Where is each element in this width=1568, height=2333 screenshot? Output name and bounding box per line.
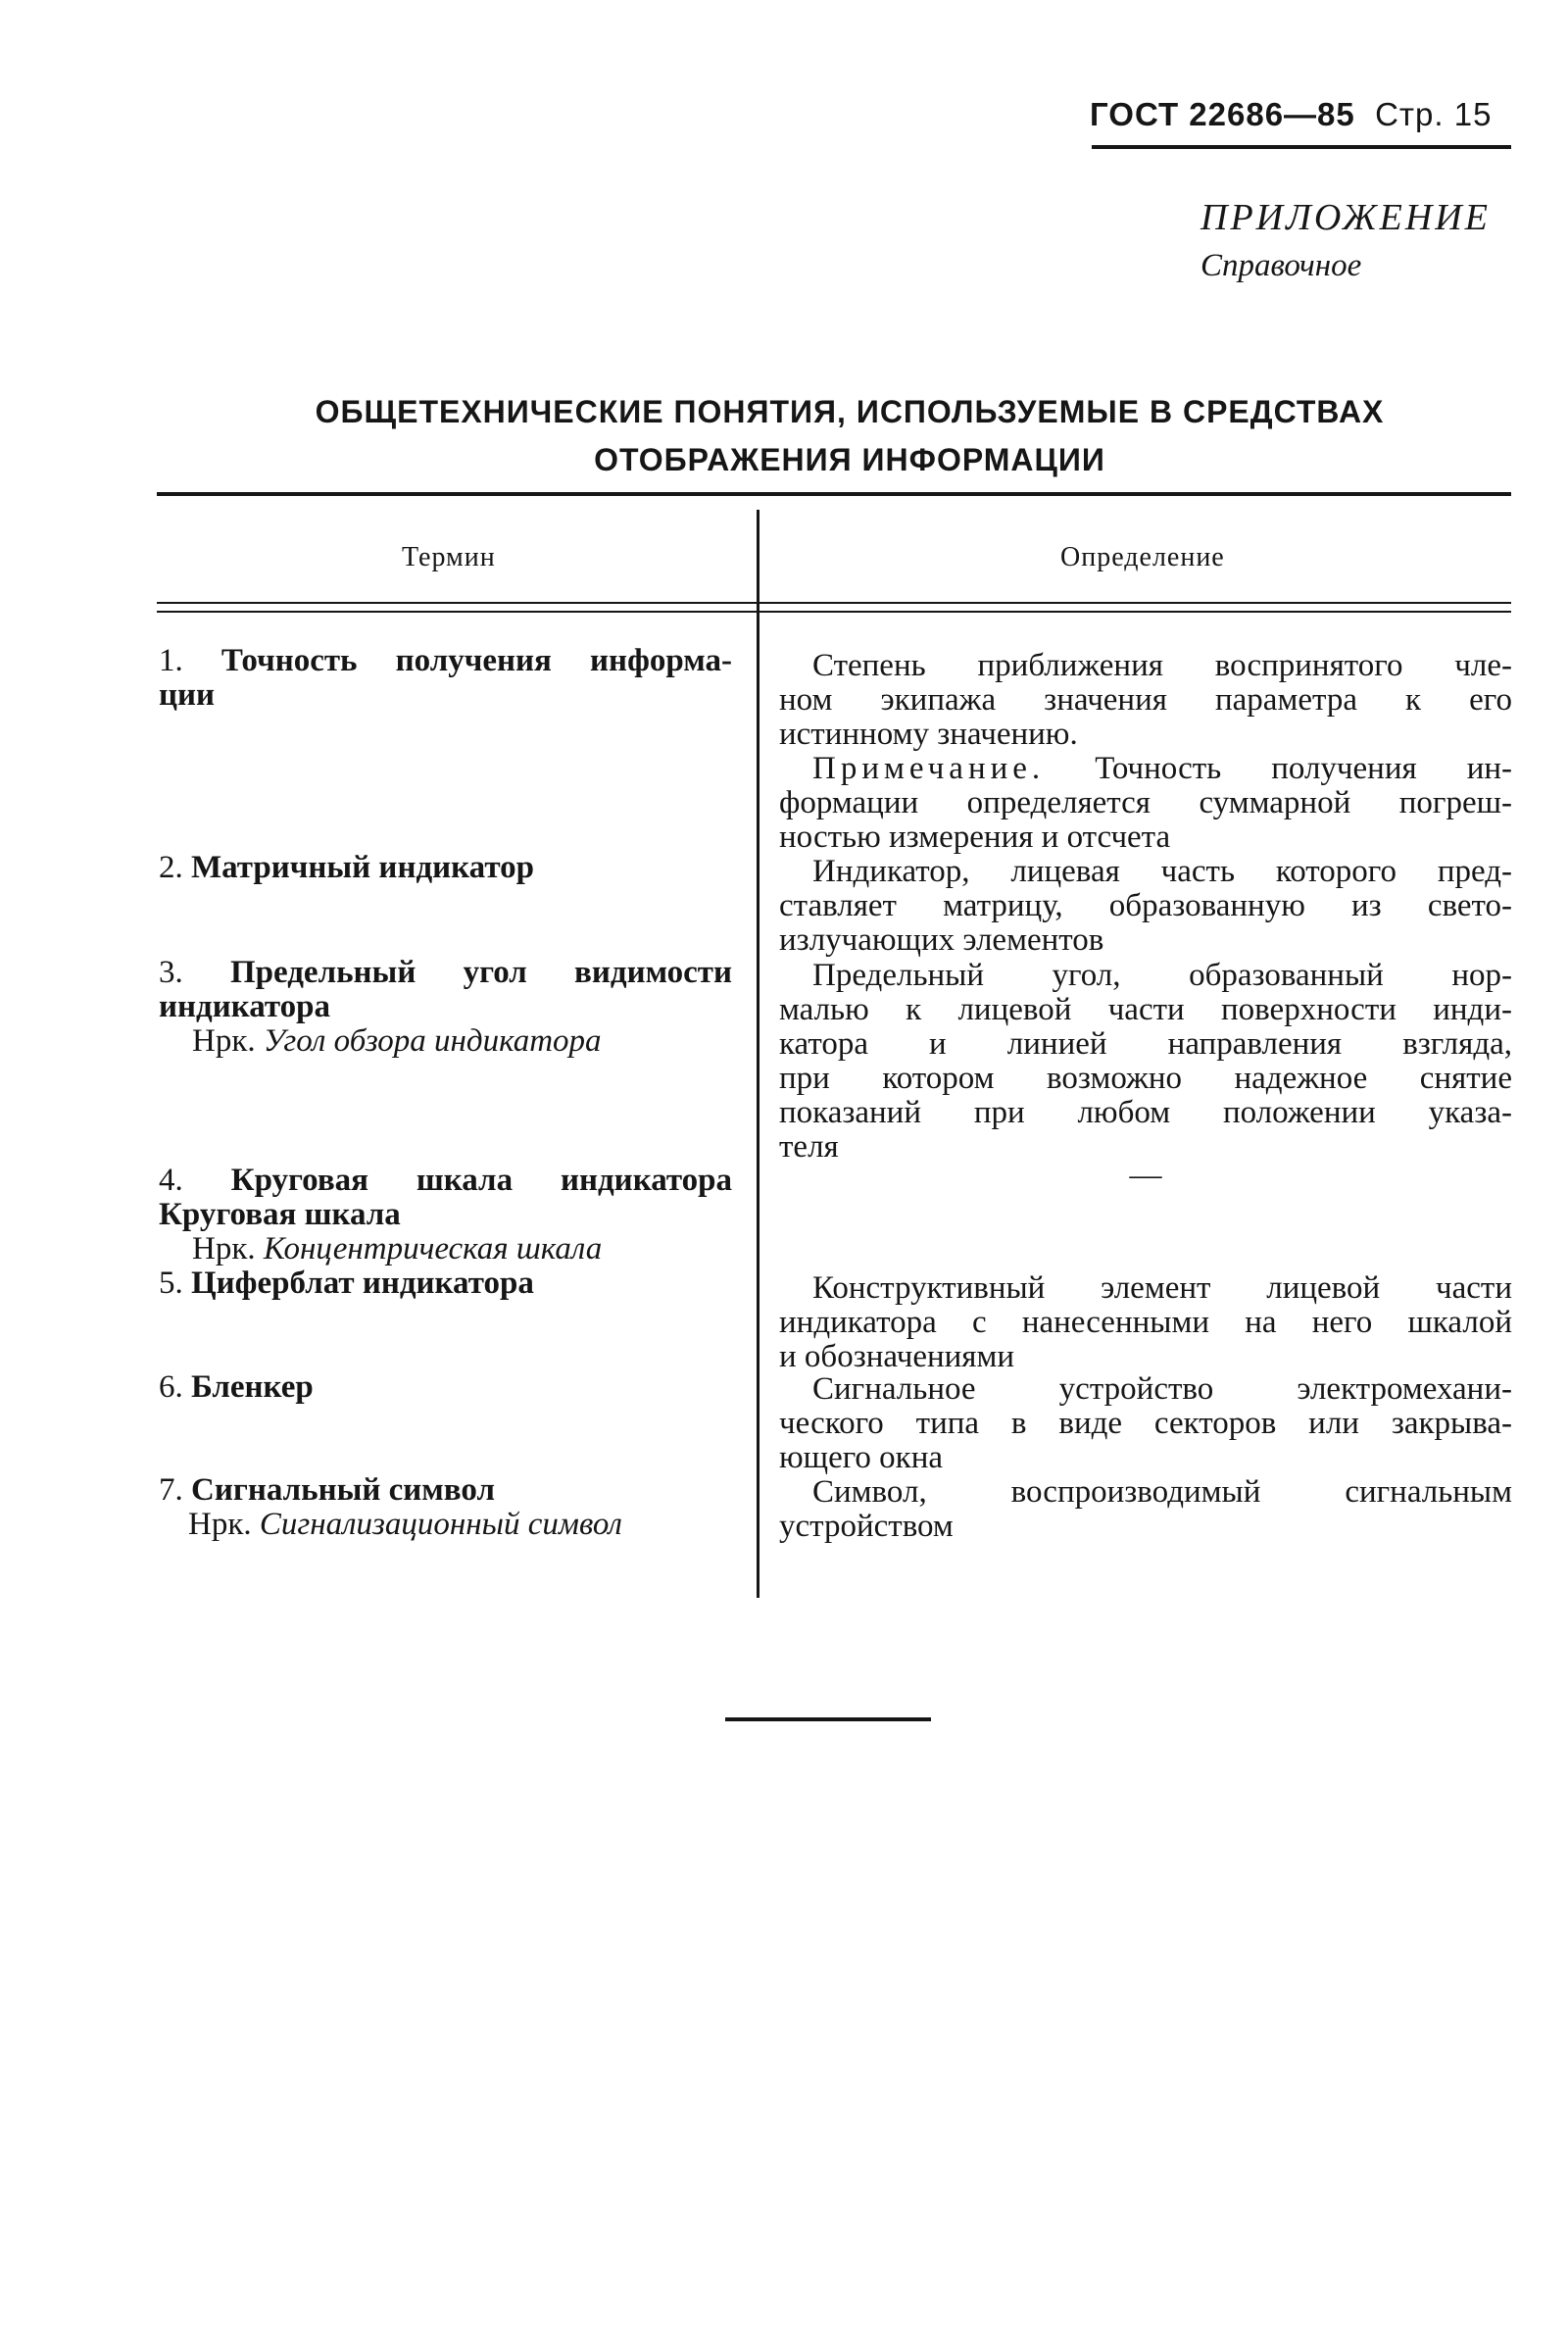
definition-dash: — [1129, 1158, 1162, 1193]
note-line: формации определяется суммарной погреш- [779, 785, 1512, 820]
term-number: 1. [159, 643, 183, 678]
note-text: Точность получения ин- [1095, 751, 1513, 786]
definition-line: ческого типа в виде секторов или закрыва- [779, 1406, 1512, 1441]
definition-line: Символ, воспроизводимый сигнальным [812, 1474, 1512, 1510]
table-header-rule-1 [157, 602, 1511, 604]
synonym-text: Сигнализационный символ [259, 1507, 622, 1542]
term-entry-5 [159, 1266, 732, 1301]
term-name: Предельный угол видимости [230, 955, 733, 990]
document-title-line-2: ОТОБРАЖЕНИЯ ИНФОРМАЦИИ [594, 442, 1105, 477]
standard-number: ГОСТ 22686—85 [1090, 96, 1355, 132]
definition-line: катора и линией направления взгляда, [779, 1026, 1512, 1062]
page-header [1090, 96, 1511, 133]
definition-line: Сигнальное устройство электромехани- [812, 1371, 1512, 1407]
term-entry-7 [159, 1473, 732, 1542]
document-title [157, 388, 1543, 484]
synonym-label: Нрк. [192, 1231, 256, 1266]
definition-entry-7 [779, 1475, 1512, 1544]
term-entry-2 [159, 851, 732, 885]
term-name-continued: индикатора [159, 989, 331, 1024]
header-underline [1092, 145, 1511, 149]
definition-line: устройством [779, 1509, 954, 1544]
definition-line: и обозначениями [779, 1339, 1015, 1374]
header-text [1090, 96, 1511, 133]
term-number: 3. [159, 955, 183, 990]
term-name: Бленкер [191, 1369, 314, 1405]
definition-line: Степень приближения воспринятого чле- [812, 648, 1512, 683]
term-number: 4. [159, 1163, 183, 1198]
synonym-text: Концентрическая шкала [263, 1231, 603, 1266]
synonym-text: Угол обзора индикатора [263, 1023, 602, 1059]
term-name: Круговая шкала индикатора [230, 1163, 732, 1198]
term-name-continued: ции [159, 677, 216, 713]
term-number: 5. [159, 1266, 183, 1301]
term-name: Матричный индикатор [191, 850, 534, 885]
definition-line: ном экипажа значения параметра к его [779, 682, 1512, 718]
definition-line: Индикатор, лицевая часть которого пред- [812, 854, 1512, 889]
synonym-label: Нрк. [192, 1023, 256, 1059]
definition-line: излучающих элементов [779, 922, 1104, 958]
document-title-line-1: ОБЩЕТЕХНИЧЕСКИЕ ПОНЯТИЯ, ИСПОЛЬЗУЕМЫЕ В СРЕДСТВАХ [315, 394, 1385, 429]
definition-entry-1 [779, 649, 1512, 855]
column-header-definition: Определение [1060, 542, 1225, 572]
term-entry-6 [159, 1370, 732, 1405]
term-number: 7. [159, 1472, 183, 1508]
appendix-title: ПРИЛОЖЕНИЕ [1200, 197, 1491, 238]
definition-entry-4 [779, 1159, 1512, 1193]
table-column-divider [757, 510, 760, 1598]
definition-entry-3 [779, 959, 1512, 1165]
term-entry-4 [159, 1164, 732, 1266]
definition-line: при котором возможно надежное снятие [779, 1061, 1512, 1096]
definition-line: теля [779, 1129, 839, 1165]
column-header-term: Термин [402, 542, 496, 572]
definition-line: Конструктивный элемент лицевой части [812, 1270, 1512, 1306]
note-label: Примечание. [812, 751, 1046, 786]
term-entry-1 [159, 644, 732, 713]
definition-line: ющего окна [779, 1440, 944, 1475]
note-line: ностью измерения и отсчета [779, 819, 1171, 855]
definition-line: истинному значению. [779, 717, 1078, 752]
definition-entry-6 [779, 1372, 1512, 1475]
term-number: 6. [159, 1369, 183, 1405]
page-number: Стр. 15 [1375, 96, 1493, 132]
term-entry-3 [159, 956, 732, 1059]
appendix-subtitle: Справочное [1200, 248, 1362, 283]
term-short-form: Круговая шкала [159, 1197, 401, 1232]
definition-line: ставляет матрицу, образованную из свето- [779, 888, 1512, 923]
definition-line: Предельный угол, образованный нор- [812, 958, 1512, 993]
definition-line: индикатора с нанесенными на него шкалой [779, 1305, 1512, 1340]
table-header-rule-2 [157, 611, 1511, 613]
definition-entry-5 [779, 1271, 1512, 1374]
table-top-rule [157, 492, 1511, 496]
definition-line: показаний при любом положении указа- [779, 1095, 1512, 1130]
definition-entry-2 [779, 855, 1512, 958]
definition-line: малью к лицевой части поверхности инди- [779, 992, 1512, 1027]
term-name: Циферблат индикатора [191, 1266, 534, 1301]
term-name: Сигнальный символ [191, 1472, 495, 1508]
term-name: Точность получения информа- [220, 643, 733, 678]
synonym-label: Нрк. [188, 1507, 252, 1542]
end-of-section-rule [725, 1717, 931, 1721]
term-number: 2. [159, 850, 183, 885]
